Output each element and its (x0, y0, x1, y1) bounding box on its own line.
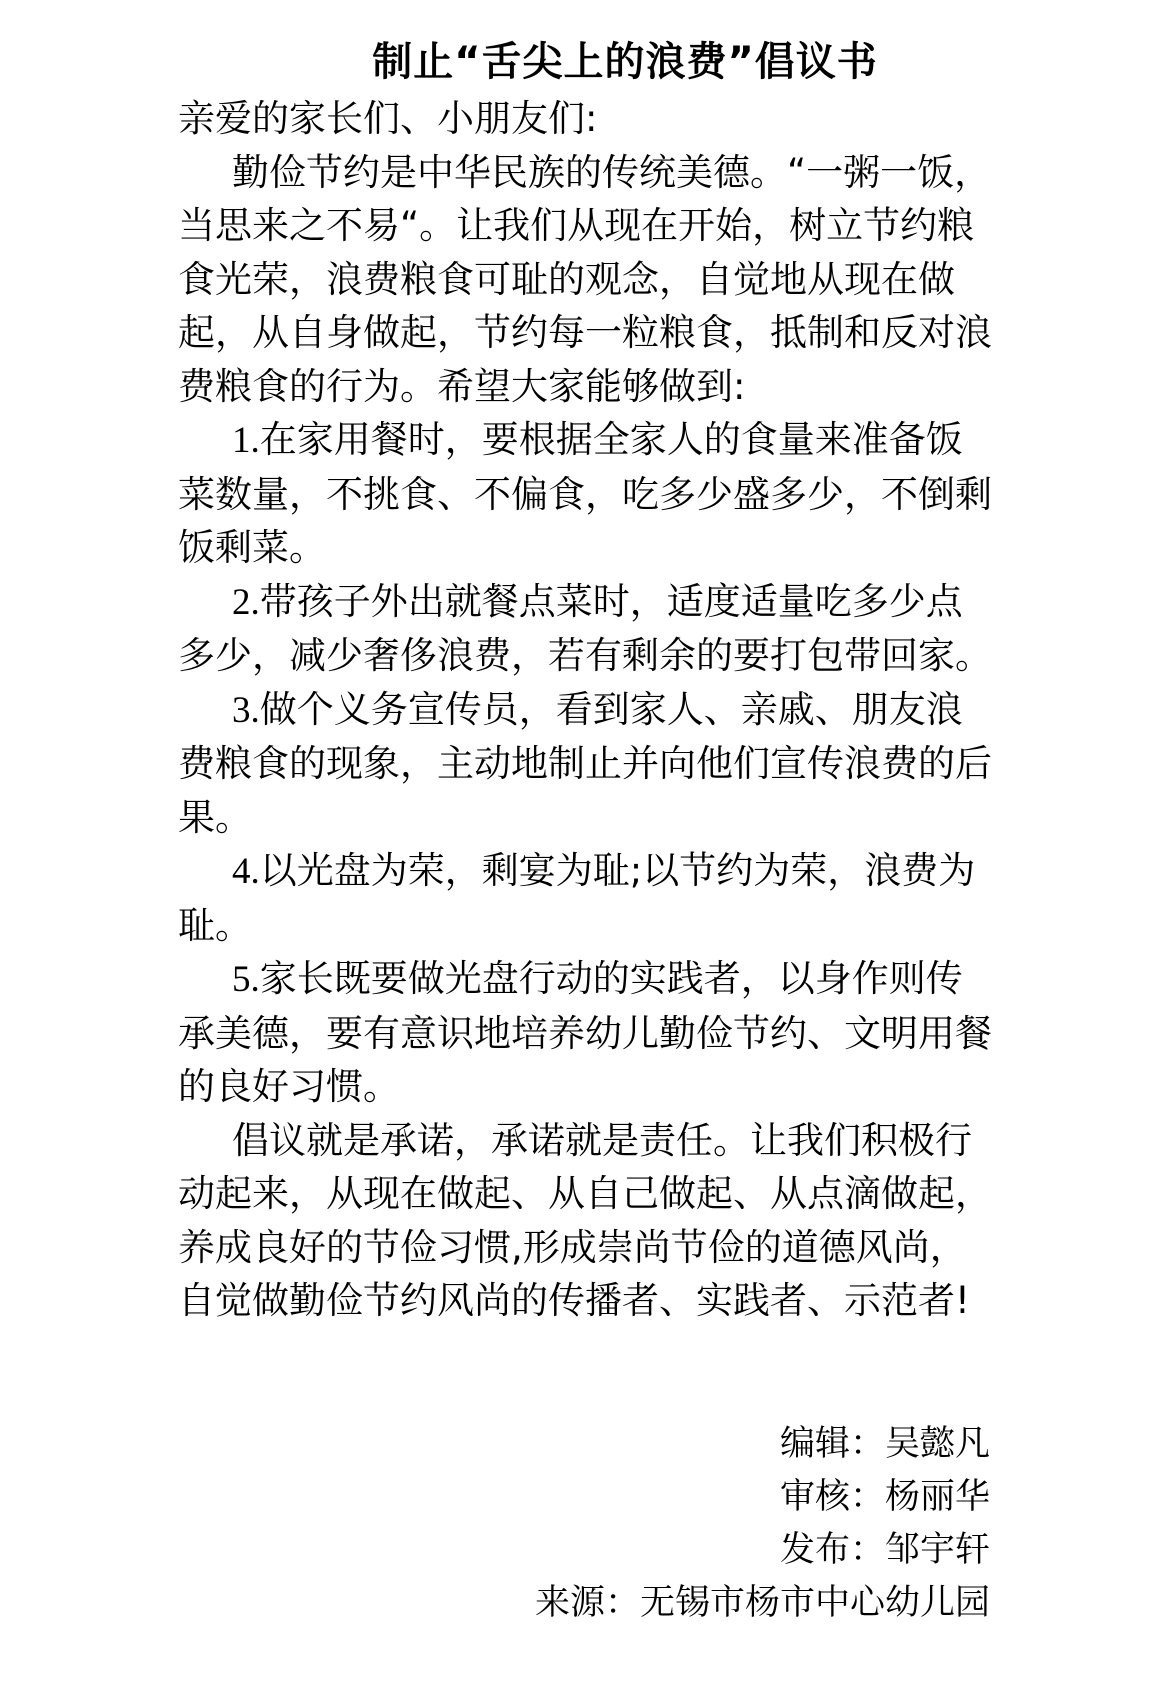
item-text: 在家用餐时，要根据全家人的食量来准备饭菜数量，不挑食、不偏食，吃多少盛多少，不倒剩饭剩菜。 (178, 418, 992, 569)
item-number: 2. (232, 581, 260, 623)
intro-paragraph: 勤俭节约是中华民族的传统美德。“一粥一饭，当思来之不易“。让我们从现在开始，树立节约粮食光荣，浪费粮食可耻的观念，自觉地从现在做起，从自身做起，节约每一粒粮食，抵制和反对浪费粮食的行为。希望大家能够做到: (178, 150, 992, 408)
item-number: 5. (232, 959, 260, 1000)
item-5 (178, 952, 998, 1114)
item-number: 1. (232, 420, 260, 461)
credits-block (535, 1418, 990, 1630)
credit-editor: 编辑：吴懿凡 (779, 1424, 990, 1464)
item-text: 以光盘为荣，剩宴为耻;以节约为荣，浪费为耻。 (178, 849, 976, 947)
greeting: 亲爱的家长们、小朋友们: (178, 97, 598, 140)
document-body (178, 92, 998, 1328)
credit-reviewer: 审核：杨丽华 (779, 1477, 990, 1517)
closing-paragraph: 倡议就是承诺，承诺就是责任。让我们积极行动起来，从现在做起、从自己做起、从点滴做起，养成良好的节俭习惯,形成崇尚节俭的道德风尚，自觉做勤俭节约风尚的传播者、实践者、示范者! (178, 1118, 992, 1322)
credit-publisher: 发布：邹宇轩 (779, 1530, 990, 1570)
item-text: 做个义务宣传员，看到家人、亲戚、朋友浪费粮食的现象，主动地制止并向他们宣传浪费的后果。 (178, 687, 992, 839)
item-1 (178, 413, 998, 575)
item-2 (178, 575, 998, 683)
item-number: 4. (232, 851, 260, 892)
item-4 (178, 844, 998, 952)
item-text: 带孩子外出就餐点菜时，适度适量吃多少点多少，减少奢侈浪费，若有剩余的要打包带回家。 (178, 579, 992, 677)
item-text: 家长既要做光盘行动的实践者，以身作则传承美德，要有意识地培养幼儿勤俭节约、文明用餐的良好习惯。 (178, 957, 992, 1108)
credit-source: 来源：无锡市杨市中心幼儿园 (534, 1583, 990, 1623)
document-title: 制止“舌尖上的浪费”倡议书 (372, 39, 878, 85)
item-3 (178, 683, 998, 845)
item-number: 3. (232, 689, 260, 731)
